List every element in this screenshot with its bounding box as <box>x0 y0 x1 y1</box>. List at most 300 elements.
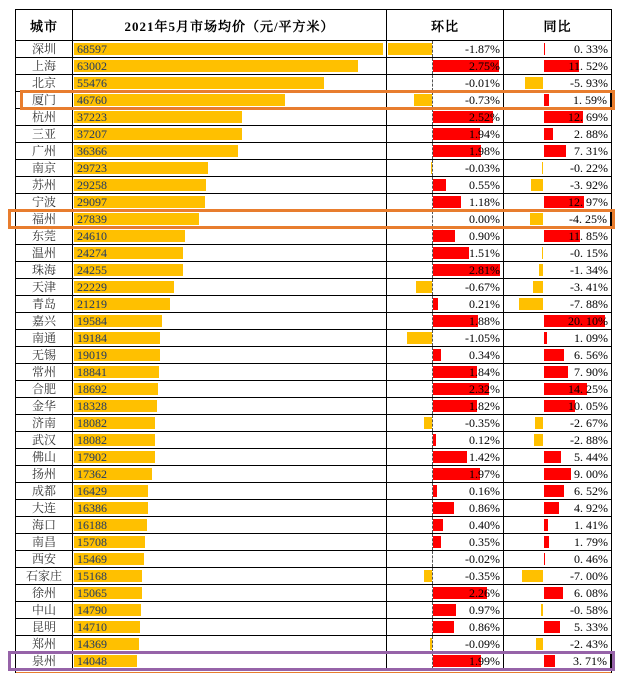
table-row <box>16 211 611 228</box>
yoy-cell <box>504 330 611 346</box>
city-name: 杭州 <box>16 109 73 125</box>
mom-value: 0.86% <box>469 501 500 515</box>
yoy-cell <box>504 619 611 635</box>
city-name: 徐州 <box>16 585 73 601</box>
yoy-cell <box>504 75 611 91</box>
price-value: 21219 <box>77 297 107 311</box>
mom-bar <box>431 162 432 174</box>
mom-cell <box>387 75 504 91</box>
mom-bar <box>407 332 432 344</box>
price-value: 15065 <box>77 586 107 600</box>
yoy-value: 7. 90% <box>574 365 608 379</box>
mom-value: 1.82% <box>469 399 500 413</box>
price-value: 19184 <box>77 331 107 345</box>
yoy-cell <box>504 534 611 550</box>
yoy-value: 5. 33% <box>574 620 608 634</box>
yoy-bar <box>535 417 543 429</box>
mom-value: 1.98% <box>469 144 500 158</box>
mom-value: 2.32% <box>469 382 500 396</box>
yoy-value: 3. 71% <box>573 654 607 668</box>
table-row <box>16 160 611 177</box>
table-row <box>16 177 611 194</box>
yoy-bar <box>544 468 571 480</box>
yoy-bar <box>542 247 543 259</box>
price-value: 18082 <box>77 416 107 430</box>
yoy-bar <box>534 434 543 446</box>
price-value: 37223 <box>77 110 107 124</box>
yoy-cell <box>504 92 611 108</box>
yoy-cell <box>504 500 611 516</box>
city-name: 扬州 <box>16 466 73 482</box>
mom-bar <box>433 247 469 259</box>
table-row <box>16 602 611 619</box>
price-cell <box>73 92 387 108</box>
mom-value: -0.35% <box>465 569 500 583</box>
price-cell <box>73 534 387 550</box>
yoy-value: 0. 33% <box>574 42 608 56</box>
yoy-cell <box>504 194 611 210</box>
mom-value: 2.75% <box>469 59 500 73</box>
city-name: 深圳 <box>16 41 73 57</box>
city-name: 济南 <box>16 415 73 431</box>
city-name: 嘉兴 <box>16 313 73 329</box>
yoy-bar <box>544 553 545 565</box>
header-city: 城市 <box>16 10 73 40</box>
mom-bar <box>416 281 432 293</box>
mom-cell <box>387 279 504 295</box>
yoy-cell <box>504 58 611 74</box>
price-value: 29258 <box>77 178 107 192</box>
mom-cell <box>387 143 504 159</box>
price-value: 15469 <box>77 552 107 566</box>
city-name: 南通 <box>16 330 73 346</box>
yoy-cell <box>504 347 611 363</box>
yoy-cell <box>504 653 611 669</box>
mom-cell <box>387 534 504 550</box>
yoy-bar <box>544 43 545 55</box>
mom-value: 1.84% <box>469 365 500 379</box>
yoy-bar <box>536 638 543 650</box>
yoy-cell <box>504 211 611 227</box>
price-cell <box>73 415 387 431</box>
mom-bar <box>433 298 438 310</box>
header-price: 2021年5月市场均价（元/平方米） <box>73 10 387 40</box>
mom-value: 2.26% <box>469 586 500 600</box>
city-name: 合肥 <box>16 381 73 397</box>
table-row <box>16 449 611 466</box>
city-price-table <box>15 9 612 673</box>
yoy-value: 4. 92% <box>574 501 608 515</box>
mom-cell <box>387 466 504 482</box>
city-name: 大连 <box>16 500 73 516</box>
yoy-value: -3. 92% <box>570 178 608 192</box>
yoy-cell <box>504 483 611 499</box>
mom-zero-axis <box>432 551 433 567</box>
mom-bar <box>424 417 432 429</box>
yoy-value: -2. 67% <box>570 416 608 430</box>
mom-bar <box>433 179 446 191</box>
table-row <box>16 75 611 92</box>
price-cell <box>73 143 387 159</box>
city-name: 无锡 <box>16 347 73 363</box>
yoy-cell <box>504 602 611 618</box>
mom-cell <box>387 228 504 244</box>
city-name: 昆明 <box>16 619 73 635</box>
yoy-cell <box>504 415 611 431</box>
table-row <box>16 313 611 330</box>
price-value: 18082 <box>77 433 107 447</box>
table-header <box>16 10 611 41</box>
yoy-bar <box>544 502 559 514</box>
yoy-value: -0. 58% <box>570 603 608 617</box>
mom-value: 0.90% <box>469 229 500 243</box>
price-value: 16429 <box>77 484 107 498</box>
mom-bar <box>414 94 432 106</box>
mom-value: 1.51% <box>469 246 500 260</box>
price-value: 29097 <box>77 195 107 209</box>
mom-cell <box>387 551 504 567</box>
city-name: 北京 <box>16 75 73 91</box>
yoy-cell <box>504 177 611 193</box>
table-row <box>16 109 611 126</box>
table-row <box>16 92 611 109</box>
mom-bar <box>433 434 436 446</box>
mom-bar <box>433 621 454 633</box>
price-cell <box>73 500 387 516</box>
table-row <box>16 330 611 347</box>
price-cell <box>73 194 387 210</box>
mom-value: -0.09% <box>465 637 500 651</box>
mom-bar <box>433 451 467 463</box>
yoy-value: 11. 85% <box>568 229 608 243</box>
mom-value: -0.02% <box>465 552 500 566</box>
mom-cell <box>387 432 504 448</box>
city-name: 金华 <box>16 398 73 414</box>
price-cell <box>73 483 387 499</box>
table-row <box>16 619 611 636</box>
yoy-value: 2. 88% <box>574 127 608 141</box>
yoy-cell <box>504 126 611 142</box>
mom-value: 1.97% <box>469 467 500 481</box>
yoy-value: 10. 05% <box>568 399 608 413</box>
price-cell <box>73 551 387 567</box>
yoy-value: -5. 93% <box>570 76 608 90</box>
yoy-value: -2. 43% <box>570 637 608 651</box>
price-value: 19584 <box>77 314 107 328</box>
mom-bar <box>430 638 432 650</box>
yoy-bar <box>539 264 543 276</box>
mom-value: 1.42% <box>469 450 500 464</box>
mom-cell <box>387 262 504 278</box>
yoy-cell <box>504 245 611 261</box>
mom-value: 0.55% <box>469 178 500 192</box>
price-cell <box>73 75 387 91</box>
yoy-value: 1. 09% <box>574 331 608 345</box>
mom-cell <box>387 500 504 516</box>
price-cell <box>73 262 387 278</box>
price-value: 55476 <box>77 76 107 90</box>
yoy-bar <box>544 451 561 463</box>
yoy-value: 12. 69% <box>568 110 608 124</box>
table-row <box>16 58 611 75</box>
mom-value: 1.94% <box>469 127 500 141</box>
yoy-cell <box>504 517 611 533</box>
mom-bar <box>433 230 455 242</box>
mom-cell <box>387 517 504 533</box>
price-value: 37207 <box>77 127 107 141</box>
mom-value: -1.87% <box>465 42 500 56</box>
table-row <box>16 636 611 653</box>
yoy-bar <box>541 604 543 616</box>
yoy-bar <box>519 298 543 310</box>
mom-bar <box>433 519 443 531</box>
price-value: 19019 <box>77 348 107 362</box>
price-cell <box>73 432 387 448</box>
yoy-bar <box>531 179 543 191</box>
price-value: 18841 <box>77 365 107 379</box>
mom-bar <box>433 502 454 514</box>
mom-cell <box>387 619 504 635</box>
city-name: 青岛 <box>16 296 73 312</box>
yoy-value: 14. 25% <box>568 382 608 396</box>
price-value: 18328 <box>77 399 107 413</box>
mom-cell <box>387 398 504 414</box>
price-cell <box>73 296 387 312</box>
yoy-value: -0. 22% <box>570 161 608 175</box>
mom-value: 0.00% <box>469 212 500 226</box>
mom-zero-axis <box>432 330 433 346</box>
yoy-value: 12. 97% <box>568 195 608 209</box>
city-name: 上海 <box>16 58 73 74</box>
city-name: 南昌 <box>16 534 73 550</box>
yoy-cell <box>504 636 611 652</box>
mom-cell <box>387 41 504 57</box>
yoy-cell <box>504 262 611 278</box>
table-row <box>16 653 611 670</box>
mom-cell <box>387 347 504 363</box>
mom-cell <box>387 245 504 261</box>
yoy-value: 11. 52% <box>568 59 608 73</box>
yoy-bar <box>544 655 555 667</box>
mom-zero-axis <box>432 160 433 176</box>
mom-cell <box>387 92 504 108</box>
yoy-value: 6. 56% <box>574 348 608 362</box>
table-row <box>16 398 611 415</box>
mom-value: -0.01% <box>465 76 500 90</box>
price-cell <box>73 347 387 363</box>
mom-zero-axis <box>432 92 433 108</box>
price-cell <box>73 177 387 193</box>
mom-value: 2.81% <box>469 263 500 277</box>
city-name: 三亚 <box>16 126 73 142</box>
city-name: 福州 <box>16 211 73 227</box>
city-name: 东莞 <box>16 228 73 244</box>
yoy-cell <box>504 449 611 465</box>
price-cell <box>73 228 387 244</box>
table-row <box>16 143 611 160</box>
city-name: 南京 <box>16 160 73 176</box>
yoy-value: 9. 00% <box>574 467 608 481</box>
mom-zero-axis <box>432 75 433 91</box>
yoy-cell <box>504 398 611 414</box>
yoy-bar <box>525 77 543 89</box>
yoy-value: -7. 00% <box>570 569 608 583</box>
mom-cell <box>387 364 504 380</box>
mom-zero-axis <box>432 415 433 431</box>
city-name: 成都 <box>16 483 73 499</box>
yoy-cell <box>504 296 611 312</box>
price-cell <box>73 636 387 652</box>
mom-value: 0.12% <box>469 433 500 447</box>
mom-value: 0.86% <box>469 620 500 634</box>
city-name: 广州 <box>16 143 73 159</box>
price-cell <box>73 330 387 346</box>
price-value: 63002 <box>77 59 107 73</box>
price-cell <box>73 466 387 482</box>
mom-cell <box>387 177 504 193</box>
city-name: 泉州 <box>16 653 73 669</box>
price-bar <box>74 60 358 72</box>
table-row <box>16 296 611 313</box>
mom-cell <box>387 653 504 669</box>
header-mom: 环比 <box>387 10 504 40</box>
yoy-cell <box>504 432 611 448</box>
city-name: 石家庄 <box>16 568 73 584</box>
price-value: 16188 <box>77 518 107 532</box>
table-row <box>16 432 611 449</box>
mom-bar <box>433 604 456 616</box>
mom-cell <box>387 415 504 431</box>
price-value: 16386 <box>77 501 107 515</box>
table-row <box>16 534 611 551</box>
city-name: 佛山 <box>16 449 73 465</box>
yoy-bar <box>544 94 549 106</box>
yoy-cell <box>504 160 611 176</box>
price-value: 14048 <box>77 654 107 668</box>
yoy-bar <box>544 332 547 344</box>
price-value: 17362 <box>77 467 107 481</box>
mom-cell <box>387 211 504 227</box>
price-cell <box>73 160 387 176</box>
city-name: 苏州 <box>16 177 73 193</box>
yoy-cell <box>504 585 611 601</box>
price-value: 68597 <box>77 42 107 56</box>
price-cell <box>73 449 387 465</box>
yoy-cell <box>504 551 611 567</box>
yoy-cell <box>504 466 611 482</box>
city-name: 温州 <box>16 245 73 261</box>
yoy-bar <box>533 281 543 293</box>
yoy-value: 1. 59% <box>573 93 607 107</box>
mom-cell <box>387 296 504 312</box>
mom-zero-axis <box>432 636 433 652</box>
price-cell <box>73 585 387 601</box>
table-row <box>16 415 611 432</box>
table-row <box>16 228 611 245</box>
price-cell <box>73 109 387 125</box>
yoy-value: -3. 41% <box>570 280 608 294</box>
mom-cell <box>387 160 504 176</box>
yoy-cell <box>504 228 611 244</box>
yoy-bar <box>544 621 560 633</box>
mom-zero-axis <box>432 211 433 227</box>
price-bar <box>74 43 383 55</box>
mom-cell <box>387 636 504 652</box>
mom-bar <box>424 570 432 582</box>
price-value: 22229 <box>77 280 107 294</box>
mom-cell <box>387 330 504 346</box>
price-value: 15708 <box>77 535 107 549</box>
yoy-value: 0. 46% <box>574 552 608 566</box>
mom-cell <box>387 602 504 618</box>
price-value: 24255 <box>77 263 107 277</box>
price-cell <box>73 58 387 74</box>
table-row <box>16 194 611 211</box>
price-cell <box>73 364 387 380</box>
yoy-value: 6. 08% <box>574 586 608 600</box>
yoy-cell <box>504 279 611 295</box>
header-yoy: 同比 <box>543 18 572 34</box>
price-value: 14710 <box>77 620 107 634</box>
yoy-bar <box>542 162 543 174</box>
yoy-bar <box>544 519 548 531</box>
price-value: 18692 <box>77 382 107 396</box>
mom-cell <box>387 449 504 465</box>
mom-bar <box>433 485 437 497</box>
yoy-value: 1. 79% <box>574 535 608 549</box>
yoy-bar <box>544 485 564 497</box>
yoy-bar <box>544 128 553 140</box>
price-value: 36366 <box>77 144 107 158</box>
mom-cell <box>387 483 504 499</box>
city-name: 海口 <box>16 517 73 533</box>
price-cell <box>73 245 387 261</box>
table-row <box>16 585 611 602</box>
mom-bar <box>433 349 441 361</box>
mom-value: 0.97% <box>469 603 500 617</box>
yoy-cell <box>504 109 611 125</box>
city-name: 郑州 <box>16 636 73 652</box>
mom-zero-axis <box>432 568 433 584</box>
mom-cell <box>387 313 504 329</box>
price-value: 15168 <box>77 569 107 583</box>
table-row <box>16 262 611 279</box>
mom-bar <box>433 196 461 208</box>
price-value: 29723 <box>77 161 107 175</box>
mom-zero-axis <box>432 41 433 57</box>
mom-value: 0.34% <box>469 348 500 362</box>
price-value: 24274 <box>77 246 107 260</box>
table-row <box>16 517 611 534</box>
price-value: 14790 <box>77 603 107 617</box>
price-cell <box>73 602 387 618</box>
yoy-value: -2. 88% <box>570 433 608 447</box>
price-cell <box>73 619 387 635</box>
yoy-bar <box>544 536 549 548</box>
table-row <box>16 245 611 262</box>
yoy-value: 6. 52% <box>574 484 608 498</box>
yoy-value: 5. 44% <box>574 450 608 464</box>
mom-value: -0.03% <box>465 161 500 175</box>
yoy-value: 20. 10% <box>568 314 608 328</box>
mom-value: -0.73% <box>465 93 500 107</box>
table-row <box>16 500 611 517</box>
mom-cell <box>387 568 504 584</box>
price-value: 46760 <box>77 93 107 107</box>
yoy-value: -0. 15% <box>570 246 608 260</box>
table-row <box>16 347 611 364</box>
table-row <box>16 466 611 483</box>
